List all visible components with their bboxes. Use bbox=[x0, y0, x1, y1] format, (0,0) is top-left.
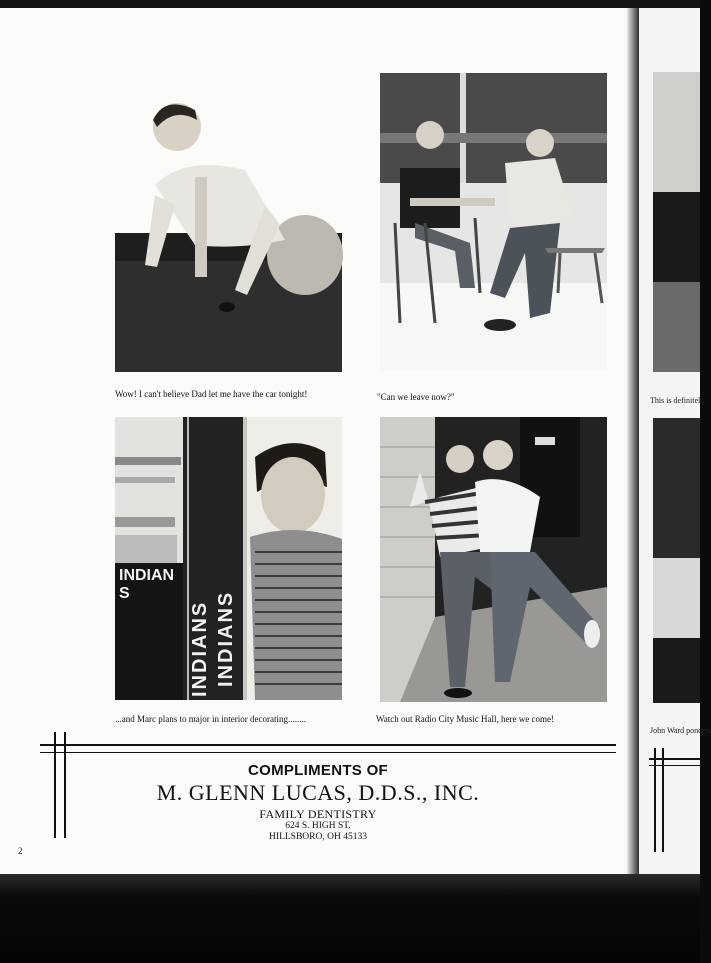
ad-subtitle: FAMILY DENTISTRY bbox=[259, 807, 377, 821]
ad-city: HILLSBORO, OH 45133 bbox=[269, 832, 367, 842]
scan-bottom-edge bbox=[0, 874, 700, 963]
photo-girls-dancing bbox=[380, 417, 607, 702]
next-page-ad-post bbox=[654, 748, 664, 852]
photo-two-boys-at-desks bbox=[380, 73, 607, 370]
photo-boy-on-floor bbox=[115, 75, 342, 372]
ad-business-name: M. GLENN LUCAS, D.D.S., INC. bbox=[156, 780, 480, 805]
next-page-photo-bottom bbox=[653, 418, 700, 703]
ad-border-line bbox=[40, 744, 616, 753]
next-page-photo-top bbox=[653, 72, 700, 372]
locker-banner-text-1: INDIANS bbox=[189, 600, 211, 697]
ad-heading: COMPLIMENTS OF bbox=[247, 762, 389, 779]
locker-banner-text-2: INDIANS bbox=[215, 590, 237, 687]
caption-photo-2: "Can we leave now?" bbox=[377, 392, 455, 402]
page-number: 2 bbox=[18, 846, 23, 856]
next-page-caption-bottom: John Ward ponders bbox=[650, 726, 711, 735]
locker-banner-text-3: INDIANS bbox=[119, 567, 175, 602]
next-page-caption-top: This is definitely bbox=[650, 396, 705, 405]
caption-photo-3: ...and Marc plans to major in interior decorating........ bbox=[115, 714, 306, 724]
book-spine bbox=[627, 8, 639, 874]
ad-address: 624 S. HIGH ST. bbox=[285, 821, 351, 831]
caption-photo-1: Wow! I can't believe Dad let me have the car tonight! bbox=[115, 389, 308, 399]
photo-marc-at-locker bbox=[115, 417, 342, 700]
caption-photo-4: Watch out Radio City Music Hall, here we come! bbox=[376, 714, 554, 724]
